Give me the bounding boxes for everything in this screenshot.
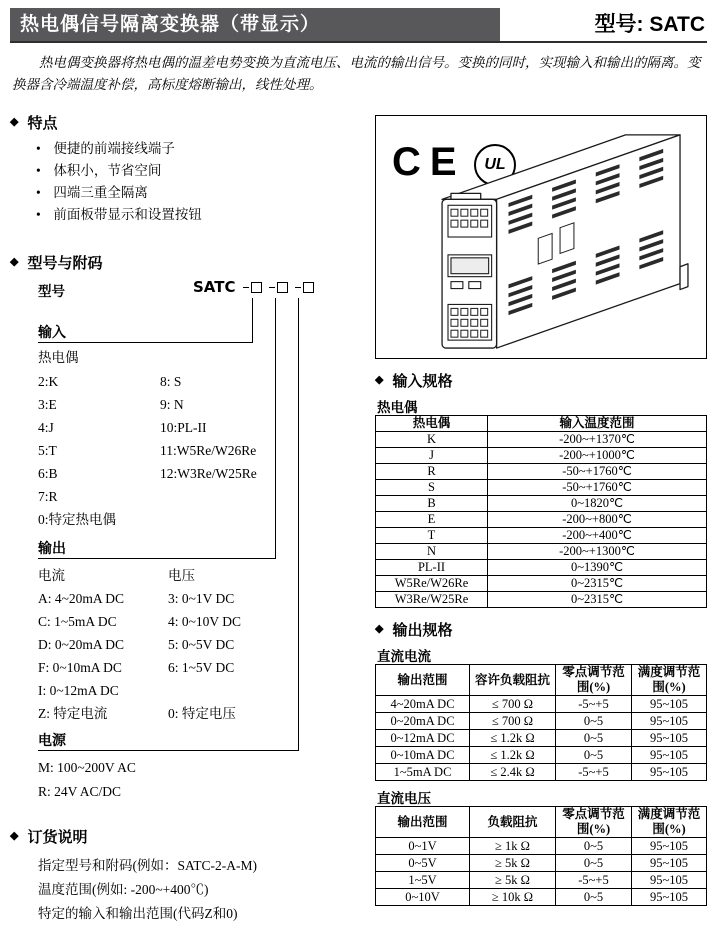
cell-output-range: 0~10V — [376, 889, 470, 906]
table-row — [376, 432, 707, 448]
current-code: C: 1~5mA DC — [38, 614, 117, 629]
input-code-list — [38, 370, 257, 531]
cell-thermocouple-type: T — [376, 528, 488, 544]
underline-output — [38, 558, 276, 559]
table-header-row — [376, 807, 707, 838]
output-code-row — [38, 656, 241, 679]
table-row — [376, 730, 707, 747]
cell-span-adjust: 95~105 — [632, 713, 707, 730]
left-column — [10, 112, 370, 926]
output-code-row — [38, 633, 241, 656]
col-output-range: 输出范围 — [376, 807, 470, 838]
table-header-row — [376, 665, 707, 696]
power-code-item — [38, 756, 136, 780]
power-code-list — [38, 756, 136, 804]
cell-load-impedance: ≤ 1.2k Ω — [470, 747, 556, 764]
features-heading-label: 特点 — [27, 114, 58, 132]
output-code-row — [38, 587, 241, 610]
table-row — [376, 528, 707, 544]
cell-zero-adjust: 0~5 — [556, 730, 632, 747]
cell-zero-adjust: -5~+5 — [556, 872, 632, 889]
cell-temp-range: -50~+1760℃ — [488, 480, 707, 496]
cell-output-range: 0~1V — [376, 838, 470, 855]
current-code: Z: 特定电流 — [38, 706, 108, 721]
cell-output-range: 0~20mA DC — [376, 713, 470, 730]
cell-output-range: 4~20mA DC — [376, 696, 470, 713]
output-code-row — [38, 679, 241, 702]
current-code: I: 0~12mA DC — [38, 683, 119, 698]
power-section-label: 电源 — [38, 734, 66, 749]
current-code: D: 0~20mA DC — [38, 637, 125, 652]
dash-icon — [243, 287, 249, 289]
input-code-col1: 6:B — [38, 466, 58, 481]
input-code-row — [38, 508, 257, 531]
ordering-item — [38, 878, 370, 902]
cell-zero-adjust: 0~5 — [556, 747, 632, 764]
connector-line-output — [275, 298, 276, 559]
col-temp-range: 输入温度范围 — [488, 416, 707, 432]
voltage-code: 5: 0~5V DC — [168, 637, 235, 652]
page-title: 热电偶信号隔离变换器（带显示） — [10, 8, 500, 41]
table-row — [376, 747, 707, 764]
cell-load-impedance: ≥ 5k Ω — [470, 872, 556, 889]
cell-temp-range: 0~1390℃ — [488, 560, 707, 576]
table-row — [376, 544, 707, 560]
header-rule — [10, 41, 707, 43]
cell-thermocouple-type: K — [376, 432, 488, 448]
input-code-col1: 5:T — [38, 443, 57, 458]
cell-load-impedance: ≤ 700 Ω — [470, 713, 556, 730]
input-section-label: 输入 — [38, 326, 66, 341]
bullet-dot-icon: • — [36, 141, 41, 156]
feature-item-label: 体积小，节省空间 — [53, 163, 162, 178]
feature-item — [36, 138, 370, 160]
cell-output-range: 1~5V — [376, 872, 470, 889]
input-spec-heading-label: 输入规格 — [392, 373, 453, 390]
cell-output-range: 0~12mA DC — [376, 730, 470, 747]
features-list — [36, 138, 370, 226]
cell-span-adjust: 95~105 — [632, 838, 707, 855]
input-code-row — [38, 485, 257, 508]
power-code-label: R: 24V AC/DC — [38, 784, 122, 799]
bullet-dot-icon: • — [36, 163, 41, 178]
col-thermocouple: 热电偶 — [376, 416, 488, 432]
cell-load-impedance: ≤ 1.2k Ω — [470, 730, 556, 747]
cell-span-adjust: 95~105 — [632, 730, 707, 747]
input-code-col1: 4:J — [38, 420, 54, 435]
model-code-heading — [10, 252, 370, 272]
cell-span-adjust: 95~105 — [632, 872, 707, 889]
feature-item-label: 前面板带显示和设置按钮 — [53, 207, 202, 222]
ordering-list — [38, 854, 370, 926]
input-code-col2: 9: N — [160, 397, 184, 412]
table-row — [376, 764, 707, 781]
cell-span-adjust: 95~105 — [632, 855, 707, 872]
input-code-col2: 11:W5Re/W26Re — [160, 443, 257, 458]
input-code-box — [251, 282, 262, 293]
input-code-col1: 0:特定热电偶 — [38, 512, 117, 527]
output-section-label: 输出 — [38, 542, 66, 557]
cell-load-impedance: ≤ 700 Ω — [470, 696, 556, 713]
current-code: F: 0~10mA DC — [38, 660, 122, 675]
cell-zero-adjust: 0~5 — [556, 838, 632, 855]
voltage-code: 0: 特定电压 — [168, 706, 236, 721]
cell-thermocouple-type: W5Re/W26Re — [376, 576, 488, 592]
cell-span-adjust: 95~105 — [632, 747, 707, 764]
table-row — [376, 512, 707, 528]
dash-icon — [269, 287, 275, 289]
cell-temp-range: -50~+1760℃ — [488, 464, 707, 480]
table-row — [376, 592, 707, 608]
model-code-heading-label: 型号与附码 — [27, 254, 103, 272]
table-row — [376, 855, 707, 872]
voltage-code: 4: 0~10V DC — [168, 614, 242, 629]
dc-current-label: 直流电流 — [377, 649, 431, 664]
feature-item-label: 便捷的前端接线端子 — [53, 141, 175, 156]
col-span-adjust: 满度调节范围(%) — [632, 665, 707, 696]
cell-temp-range: -200~+1370℃ — [488, 432, 707, 448]
voltage-column-header: 电压 — [168, 568, 195, 583]
ordering-item-label: 温度范围(例如: -200~+400℃) — [38, 882, 209, 897]
cell-temp-range: -200~+400℃ — [488, 528, 707, 544]
intro-paragraph: 热电偶变换器将热电偶的温差电势变换为直流电压、电流的输出信号。变换的同时，实现输入和输出的隔离。变换器含冷端温度补偿，高标度熔断输出，线性处理。 — [12, 55, 701, 92]
cell-temp-range: -200~+1000℃ — [488, 448, 707, 464]
cell-thermocouple-type: B — [376, 496, 488, 512]
input-code-row — [38, 370, 257, 393]
cell-output-range: 0~10mA DC — [376, 747, 470, 764]
col-zero-adjust: 零点调节范围(%) — [556, 665, 632, 696]
table-row — [376, 560, 707, 576]
thermocouple-range-table — [375, 415, 707, 608]
underline-power — [38, 750, 299, 751]
table-row — [376, 696, 707, 713]
input-code-col2: 12:W3Re/W25Re — [160, 466, 257, 481]
cell-span-adjust: 95~105 — [632, 764, 707, 781]
output-spec-heading — [375, 620, 707, 639]
cell-thermocouple-type: E — [376, 512, 488, 528]
cell-zero-adjust: 0~5 — [556, 889, 632, 906]
cell-thermocouple-type: PL-II — [376, 560, 488, 576]
model-code-format — [193, 280, 314, 295]
right-column — [375, 115, 707, 906]
input-code-col1: 7:R — [38, 489, 58, 504]
table-row — [376, 496, 707, 512]
current-column-header: 电流 — [38, 568, 65, 583]
dash-icon — [295, 287, 301, 289]
output-code-row — [38, 702, 241, 725]
model-code-diagram — [10, 280, 370, 812]
cell-span-adjust: 95~105 — [632, 889, 707, 906]
input-code-col1: 2:K — [38, 374, 59, 389]
output-code-list — [38, 587, 241, 725]
output-code-headers — [38, 564, 195, 584]
cell-load-impedance: ≤ 2.4k Ω — [470, 764, 556, 781]
table-row — [376, 872, 707, 889]
col-zero-adjust: 零点调节范围(%) — [556, 807, 632, 838]
output-code-row — [38, 610, 241, 633]
table-row — [376, 838, 707, 855]
product-image — [375, 115, 707, 359]
input-code-row — [38, 416, 257, 439]
table-row — [376, 464, 707, 480]
current-code: A: 4~20mA DC — [38, 591, 125, 606]
cell-thermocouple-type: J — [376, 448, 488, 464]
cell-output-range: 0~5V — [376, 855, 470, 872]
features-heading — [10, 112, 370, 132]
dc-voltage-table — [375, 806, 707, 906]
cell-output-range: 1~5mA DC — [376, 764, 470, 781]
bullet-dot-icon: • — [36, 207, 41, 222]
diamond-icon: ◆ — [10, 829, 19, 842]
cell-zero-adjust: 0~5 — [556, 855, 632, 872]
cell-temp-range: -200~+800℃ — [488, 512, 707, 528]
underline-input — [38, 342, 253, 343]
ce-mark: CE — [392, 140, 466, 184]
diamond-icon: ◆ — [10, 255, 19, 268]
col-span-adjust: 满度调节范围(%) — [632, 807, 707, 838]
bullet-dot-icon: • — [36, 185, 41, 200]
ordering-heading-label: 订货说明 — [27, 828, 88, 846]
cell-temp-range: 0~2315℃ — [488, 592, 707, 608]
input-code-row — [38, 393, 257, 416]
output-code-box — [277, 282, 288, 293]
feature-item-label: 四端三重全隔离 — [53, 185, 148, 200]
ordering-item-label: 特定的输入和输出范围(代码Z和0) — [38, 906, 238, 921]
input-spec-sublabel: 热电偶 — [377, 400, 418, 415]
ul-mark-label: UL — [484, 156, 506, 173]
col-output-range: 输出范围 — [376, 665, 470, 696]
table-row — [376, 713, 707, 730]
diamond-icon: ◆ — [375, 374, 384, 386]
input-code-row — [38, 462, 257, 485]
input-code-col2: 10:PL-II — [160, 420, 207, 435]
input-code-row — [38, 439, 257, 462]
input-code-col2: 8: S — [160, 374, 182, 389]
table-header-row — [376, 416, 707, 432]
power-code-item — [38, 780, 136, 804]
col-load-impedance: 容许负载阻抗 — [470, 665, 556, 696]
ordering-item-label: 指定型号和附码(例如：SATC-2-A-M) — [38, 858, 257, 873]
dc-current-table — [375, 664, 707, 781]
table-row — [376, 889, 707, 906]
diamond-icon: ◆ — [10, 115, 19, 128]
model-prefix: SATC — [193, 278, 236, 296]
model-number: 型号: SATC — [594, 13, 705, 36]
thermocouple-sublabel: 热电偶 — [38, 350, 79, 365]
cell-thermocouple-type: N — [376, 544, 488, 560]
ordering-item — [38, 902, 370, 926]
voltage-code: 3: 0~1V DC — [168, 591, 235, 606]
ordering-item — [38, 854, 370, 878]
dc-voltage-label: 直流电压 — [377, 791, 431, 806]
cell-load-impedance: ≥ 5k Ω — [470, 855, 556, 872]
input-spec-heading — [375, 371, 707, 390]
power-code-box — [303, 282, 314, 293]
feature-item — [36, 204, 370, 226]
feature-item — [36, 182, 370, 204]
cell-temp-range: 0~1820℃ — [488, 496, 707, 512]
voltage-code: 6: 1~5V DC — [168, 660, 235, 675]
cell-temp-range: -200~+1300℃ — [488, 544, 707, 560]
model-label: 型号 — [38, 284, 65, 299]
cell-thermocouple-type: W3Re/W25Re — [376, 592, 488, 608]
input-code-col1: 3:E — [38, 397, 57, 412]
table-row — [376, 480, 707, 496]
col-load-impedance: 负载阻抗 — [470, 807, 556, 838]
cell-thermocouple-type: R — [376, 464, 488, 480]
connector-line-power — [298, 298, 299, 751]
diamond-icon: ◆ — [375, 623, 384, 635]
table-row — [376, 448, 707, 464]
cell-zero-adjust: -5~+5 — [556, 696, 632, 713]
output-spec-heading-label: 输出规格 — [392, 622, 453, 639]
device-drawing-icon — [436, 120, 696, 356]
cell-load-impedance: ≥ 1k Ω — [470, 838, 556, 855]
cell-temp-range: 0~2315℃ — [488, 576, 707, 592]
connector-line-input — [252, 298, 253, 343]
ordering-heading — [10, 826, 370, 846]
cell-load-impedance: ≥ 10k Ω — [470, 889, 556, 906]
cell-thermocouple-type: S — [376, 480, 488, 496]
cell-zero-adjust: 0~5 — [556, 713, 632, 730]
cell-span-adjust: 95~105 — [632, 696, 707, 713]
cell-zero-adjust: -5~+5 — [556, 764, 632, 781]
power-code-label: M: 100~200V AC — [38, 760, 136, 775]
feature-item — [36, 160, 370, 182]
table-row — [376, 576, 707, 592]
